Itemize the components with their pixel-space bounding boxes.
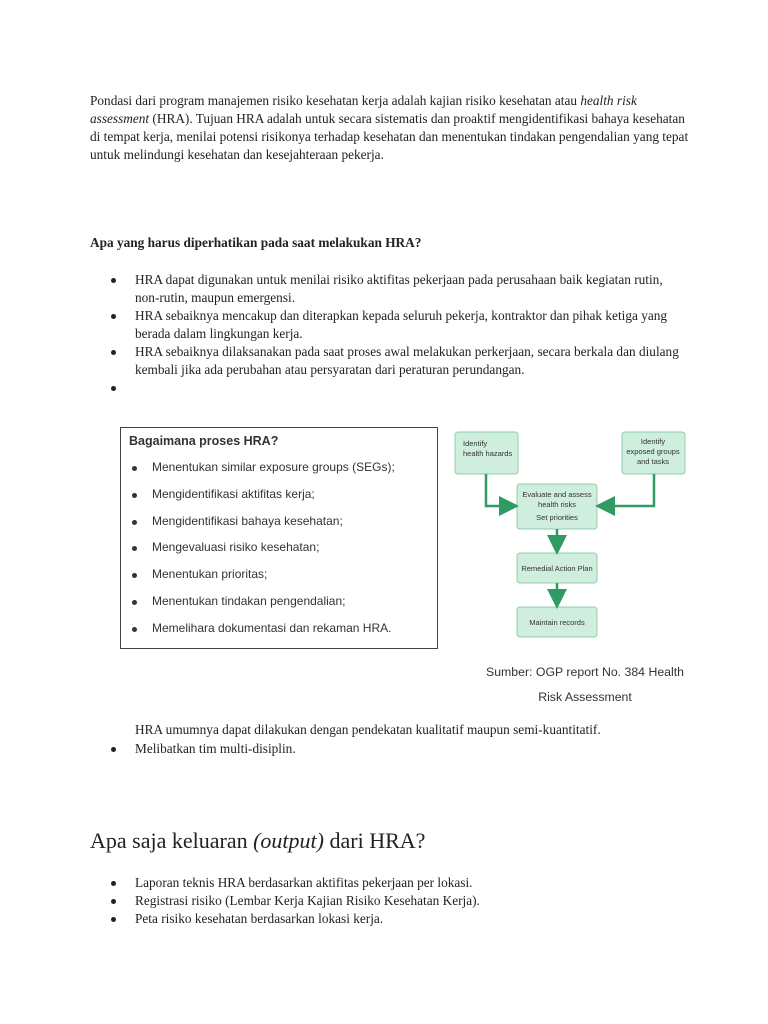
intro-text-2: (HRA). Tujuan HRA adalah untuk secara sistematis dan proaktif mengidentifikasi bahaya kesehatan di tempat kerja, menilai potensi risikonya terhadap kesehatan dan menentukan tindakan pengendalian yang tepat untuk melindungi kesehatan dan kesejahteraan pekerja.	[90, 111, 689, 162]
hra-process-title: Bagaimana proses HRA?	[129, 434, 279, 448]
bullet-icon	[132, 627, 137, 632]
flow-text-evaluate-3: Set priorities	[536, 513, 578, 522]
figure-source	[470, 660, 700, 710]
list-item-text: Mengidentifikasi bahaya kesehatan;	[152, 513, 343, 528]
section2-heading-output: (output)	[253, 828, 324, 853]
hra-process-list	[129, 460, 395, 648]
list-item	[129, 594, 395, 621]
list-item-text: Peta risiko kesehatan berdasarkan lokasi kerja.	[135, 911, 384, 926]
list-item	[90, 271, 680, 307]
list-item	[90, 892, 680, 910]
bullet-icon	[111, 314, 116, 319]
list-item	[90, 874, 680, 892]
bullet-icon	[111, 899, 116, 904]
list-item	[90, 307, 680, 343]
flow-arrow-groups	[600, 474, 654, 506]
bullet-icon	[132, 520, 137, 525]
bullet-icon	[132, 466, 137, 471]
list-item-text: Menentukan tindakan pengendalian;	[152, 593, 346, 608]
list-item	[90, 910, 680, 928]
list-item	[129, 514, 395, 541]
flow-text-evaluate-1: Evaluate and assess	[522, 490, 592, 499]
flow-text-maintain: Maintain records	[529, 618, 585, 627]
list-item-empty	[90, 379, 680, 397]
intro-paragraph	[90, 92, 690, 164]
flow-text-remedial: Remedial Action Plan	[521, 564, 593, 573]
bullet-icon	[111, 747, 116, 752]
bullet-icon	[132, 493, 137, 498]
section2-heading	[90, 828, 425, 854]
flow-arrow-hazards	[486, 474, 514, 506]
list-item	[129, 487, 395, 514]
intro-term: health risk assessment	[90, 93, 637, 126]
list-item	[90, 343, 680, 379]
multi-list	[90, 740, 680, 758]
list-item-text: Mengidentifikasi aktifitas kerja;	[152, 486, 315, 501]
list-item-text: Menentukan prioritas;	[152, 567, 268, 582]
section1-heading: Apa yang harus diperhatikan pada saat melakukan HRA?	[90, 235, 422, 250]
hra-flow-diagram	[450, 425, 700, 643]
bullet-icon	[111, 881, 116, 886]
list-item	[90, 740, 680, 758]
flow-text-groups-2: exposed groups	[626, 447, 680, 456]
section2-heading-text-1: Apa saja keluaran	[90, 828, 254, 853]
list-item	[129, 540, 395, 567]
bullet-icon	[132, 546, 137, 551]
list-item-text: Laporan teknis HRA berdasarkan aktifitas pekerjaan per lokasi.	[135, 875, 473, 890]
list-item-text: HRA dapat digunakan untuk menilai risiko aktifitas pekerjaan pada perusahaan baik kegiatan rutin, non-rutin, maupun emergensi.	[135, 272, 663, 305]
bullet-icon	[132, 573, 137, 578]
section2-heading-text-2: dari HRA?	[323, 828, 426, 853]
section2-list	[90, 874, 680, 928]
list-item-text: Melibatkan tim multi-disiplin.	[135, 741, 296, 756]
flow-text-groups-1: Identify	[640, 437, 666, 446]
flow-text-hazards-2: health hazards	[463, 449, 513, 458]
figure-source-line2: Risk Assessment	[538, 690, 632, 704]
list-item-text: Menentukan similar exposure groups (SEGs);	[152, 460, 395, 474]
bullet-icon	[111, 917, 116, 922]
bullet-icon	[111, 386, 116, 391]
intro-text-1: Pondasi dari program manajemen risiko kesehatan kerja adalah kajian risiko kesehatan atau	[90, 93, 581, 108]
list-item	[129, 460, 395, 487]
flow-text-hazards-1: Identify	[463, 439, 488, 448]
list-item-text: Memelihara dokumentasi dan rekaman HRA.	[152, 620, 392, 635]
bullet-icon	[111, 278, 116, 283]
list-item-text: HRA sebaiknya mencakup dan diterapkan kepada seluruh pekerja, kontraktor dan pihak ketiga yang berada dalam lingkungan kerja.	[135, 308, 668, 341]
list-item-text: Registrasi risiko (Lembar Kerja Kajian Risiko Kesehatan Kerja).	[135, 893, 480, 908]
list-item	[129, 621, 395, 648]
flow-text-groups-3: and tasks	[636, 457, 670, 466]
hra-process-box	[120, 427, 438, 649]
list-item	[129, 567, 395, 594]
bullet-icon	[111, 350, 116, 355]
section1-list	[90, 271, 680, 397]
after-figure-text: HRA umumnya dapat dilakukan dengan pendekatan kualitatif maupun semi-kuantitatif.	[135, 722, 601, 737]
list-item-text: HRA sebaiknya dilaksanakan pada saat proses awal melakukan perkerjaan, secara berkala dan diulang kembali jika ada perubahan atau persyaratan dari peraturan perundangan.	[135, 344, 679, 377]
figure-source-line1: Sumber: OGP report No. 384 Health	[486, 665, 684, 679]
list-item-text: Mengevaluasi risiko kesehatan;	[152, 540, 320, 555]
flow-text-evaluate-2: health risks	[538, 500, 576, 509]
bullet-icon	[132, 600, 137, 605]
